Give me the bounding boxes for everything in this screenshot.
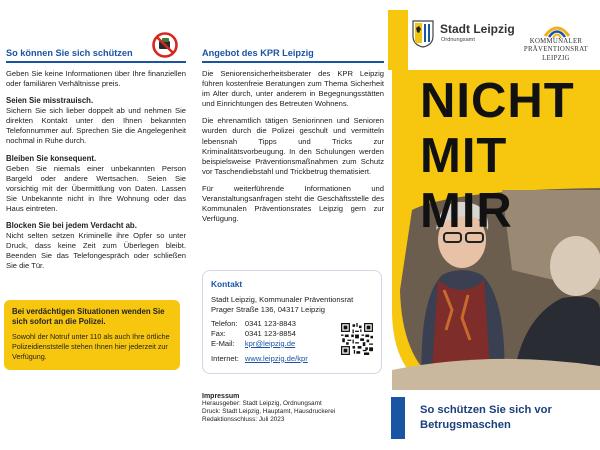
callout-title: Bei verdächtigen Situationen wenden Sie sich sofort an die Polizei. <box>12 307 165 327</box>
email-link[interactable]: kpr@leipzig.de <box>244 338 296 348</box>
tip-heading-consistent: Bleiben Sie konsequent. <box>6 153 97 163</box>
panel-kpr-offer <box>194 0 390 450</box>
contact-title: Kontakt <box>211 279 243 289</box>
offer-paragraph-3: Für weiterführende Informationen und Veranstaltungsanfragen steht die Geschäftsstelle des Kommunalen Präventionsrates Leipzig gern zur Verfügung. <box>202 183 384 224</box>
contact-box <box>202 270 382 374</box>
city-seal-icon <box>412 20 434 48</box>
tip-text-suspicious: Sichern Sie sich lieber doppelt ab und nehmen Sie direkten Kontakt unter den Ihnen bekannten Telefonnummer auf. Sprechen Sie die Angelegenheit nochmal in Ruhe durch. <box>6 106 186 146</box>
offer-paragraph-1: Die Seniorensicherheitsberater des KPR Leipzig führen kostenfreie Beratungen zum Thema Sicherheit im Alter durch, unter anderem in Begegnungsstätten und Einrichtungen des Betreuten Wohnens. <box>202 69 384 109</box>
cover-headline <box>420 74 600 239</box>
impressum-print: Druck: Stadt Leipzig, Hauptamt, Hausdruckerei <box>202 408 336 416</box>
impressum-title: Impressum <box>202 393 240 400</box>
police-callout <box>4 300 180 370</box>
contact-row-phone <box>211 319 314 329</box>
city-department: Ordnungsamt <box>441 37 475 43</box>
impressum <box>202 393 382 425</box>
title-rule <box>202 61 384 63</box>
intro-text: Geben Sie keine Informationen über Ihre finanziellen oder familiären Verhältnisse preis. <box>6 69 186 89</box>
contact-row-internet <box>211 354 314 364</box>
website-link[interactable]: www.leipzig.de/kpr <box>244 353 308 363</box>
tip-text-block: Nicht selten setzen Kriminelle ihre Opfer so unter Druck, dass keine Zeit zum Überlegen bleibt. Beenden Sie das Telefongespräch oder schließen Sie die Tür. <box>6 231 186 271</box>
callout-text: Sowohl der Notruf unter 110 als auch Ihre örtliche Polizeidienststelle stehen Ihnen hier jederzeit zur Verfügung. <box>12 332 170 361</box>
headline-word-1: NICHT <box>420 74 575 128</box>
section-title-protection: So können Sie sich schützen <box>6 48 133 58</box>
contact-row-email <box>211 339 314 349</box>
tip-heading-block: Blocken Sie bei jedem Verdacht ab. <box>6 221 137 231</box>
kpr-line-2: PRÄVENTIONSRAT <box>523 46 589 54</box>
yellow-accent-bar <box>388 10 408 70</box>
phone-value: 0341 123-8843 <box>244 319 296 329</box>
impressum-publisher: Herausgeber: Stadt Leipzig, Ordnungsamt <box>202 400 322 407</box>
section-title-offer: Angebot des KPR Leipzig <box>202 48 314 58</box>
kpr-line-3: LEIPZIG <box>542 54 570 62</box>
impressum-deadline: Redaktionsschluss: Juli 2023 <box>202 416 285 424</box>
fax-value: 0341 123-8854 <box>244 329 296 339</box>
kpr-logo-icon <box>543 22 571 38</box>
headline-word-2: MIT <box>420 129 508 183</box>
internet-label: Internet: <box>211 353 239 363</box>
tip-heading-suspicious: Seien Sie misstrauisch. <box>6 96 94 106</box>
tip-text-consistent: Geben Sie niemals einer unbekannten Person Bargeld oder andere Wertsachen. Seien Sie vorsichtig mit der Übermittlung von Daten. Lassen Sie Unbekannte nicht in Ihre Wohnung oder das Haus eintreten. <box>6 163 186 213</box>
kpr-name <box>512 38 600 63</box>
qr-code-icon <box>341 323 373 355</box>
title-rule <box>6 61 186 63</box>
kpr-line-1: KOMMUNALER <box>529 38 583 45</box>
contact-org: Stadt Leipzig, Kommunaler Präventionsrat <box>211 295 354 304</box>
email-label: E-Mail: <box>211 338 235 348</box>
contact-table <box>211 319 314 363</box>
blue-accent-bar <box>391 397 405 439</box>
panel-protection-tips <box>0 0 192 450</box>
offer-paragraph-2: Die ehrenamtlich tätigen Seniorinnen und Senioren wurden durch die Polizei geschult und vermitteln lebensnah Tipps und Tricks zur Kriminalitätsvorbeugung. In den Schulungen werden beispielsweise Präventionsmaßnahmen zum Schutz vor Taschendiebstahl und Trickbetrug thematisiert. <box>202 116 384 176</box>
fax-label: Fax: <box>211 329 226 339</box>
headline-word-3: MIR <box>420 184 513 238</box>
city-name: Stadt Leipzig <box>440 22 515 36</box>
cover-subtitle: So schützen Sie sich vor Betrugsmaschen <box>420 404 552 432</box>
no-money-icon <box>152 32 178 58</box>
phone-label: Telefon: <box>211 319 238 329</box>
contact-address: Prager Straße 136, 04317 Leipzig <box>211 304 325 314</box>
contact-row-fax <box>211 329 314 339</box>
